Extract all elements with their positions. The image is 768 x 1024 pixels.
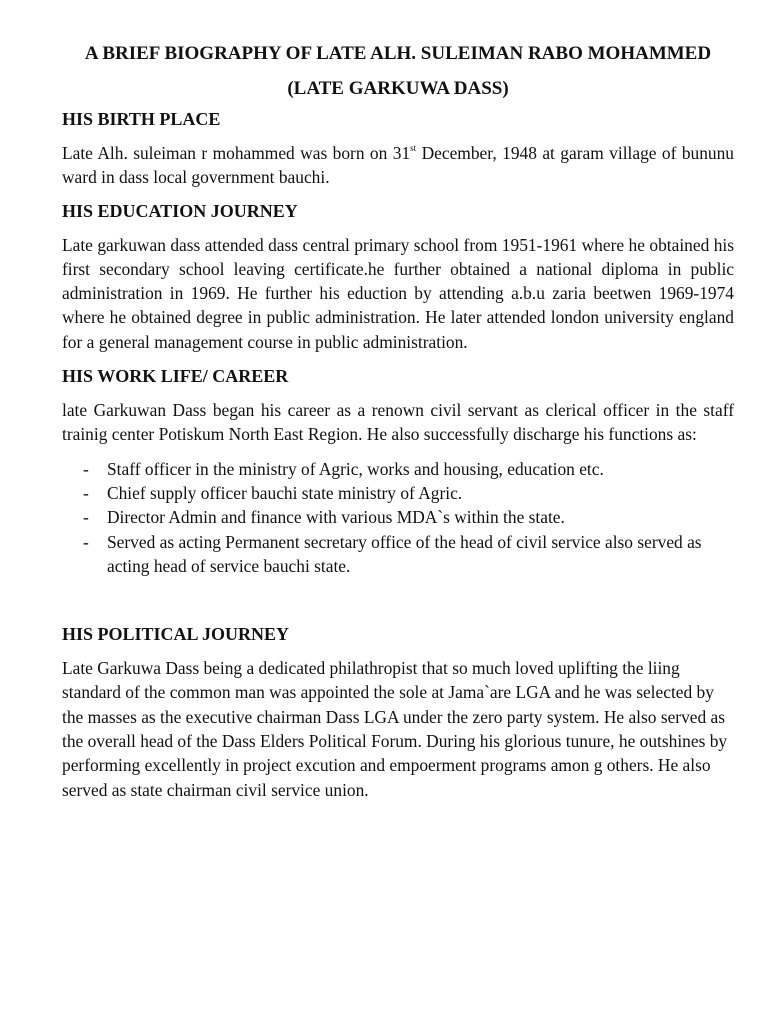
career-paragraph: late Garkuwan Dass began his career as a renown civil servant as clerical officer in the staff trainig center Potiskum North East Region. He also successfully discharge his functions as: (62, 400, 734, 445)
birth-text-end: December, 1948 at garam village of bununu ward in dass local government bauchi. (62, 143, 735, 188)
political-paragraph: Late Garkuwa Dass being a dedicated philathropist that so much loved uplifting the liing standard of the common man was appointed the sole at Jama`are LGA and he was selected by the masses as the executive chairman Dass LGA under the zero party system. He also served as the overall head of the Dass Elders Political Forum. During his glorious tunure, he outshines by performing excellently in project excution and empoerment programs amon g others. He also served as state chairman civil service union. (62, 658, 728, 800)
list-item-text: Served as acting Permanent secretary office of the head of civil service also served as acting head of service bauchi state. (107, 531, 702, 576)
document-title-line-2: (LATE GARKUWA DASS) (287, 78, 509, 99)
career-list (62, 457, 734, 578)
list-bullet: - (83, 531, 89, 552)
list-item (62, 457, 734, 481)
birth-place-heading: HIS BIRTH PLACE (62, 109, 221, 129)
birth-place-paragraph (62, 141, 734, 190)
list-item (62, 481, 734, 505)
document-page (62, 36, 734, 802)
list-item-text: Director Admin and finance with various MDA`s within the state. (107, 507, 565, 528)
education-heading: HIS EDUCATION JOURNEY (62, 200, 298, 221)
birth-text-start: Late Alh. suleiman r mohammed was born on 31 (62, 143, 411, 163)
career-heading: HIS WORK LIFE/ CAREER (62, 366, 289, 387)
education-paragraph: Late garkuwan dass attended dass central primary school from 1951-1961 where he obtained his first secondary school leaving certificate.he further obtained a national diploma in public administration in 1969. He further his eduction by attending a.b.u zaria beetwen 1969-1974 where he obtained degree in public administration. He later attended london university england for a general management course in public administration. (62, 234, 734, 352)
document-title-line-1: A BRIEF BIOGRAPHY OF LATE ALH. SULEIMAN RABO MOHAMMED (84, 43, 712, 64)
list-item-text: Chief supply officer bauchi state ministry of Agric. (107, 482, 463, 503)
list-item (62, 505, 734, 529)
list-bullet: - (83, 458, 89, 479)
political-heading: HIS POLITICAL JOURNEY (62, 624, 290, 645)
birth-date-ordinal: st (410, 143, 417, 153)
list-item (62, 530, 734, 579)
list-bullet: - (83, 482, 89, 503)
list-bullet: - (83, 507, 89, 528)
list-item-text: Staff officer in the ministry of Agric, works and housing, education etc. (107, 458, 604, 479)
